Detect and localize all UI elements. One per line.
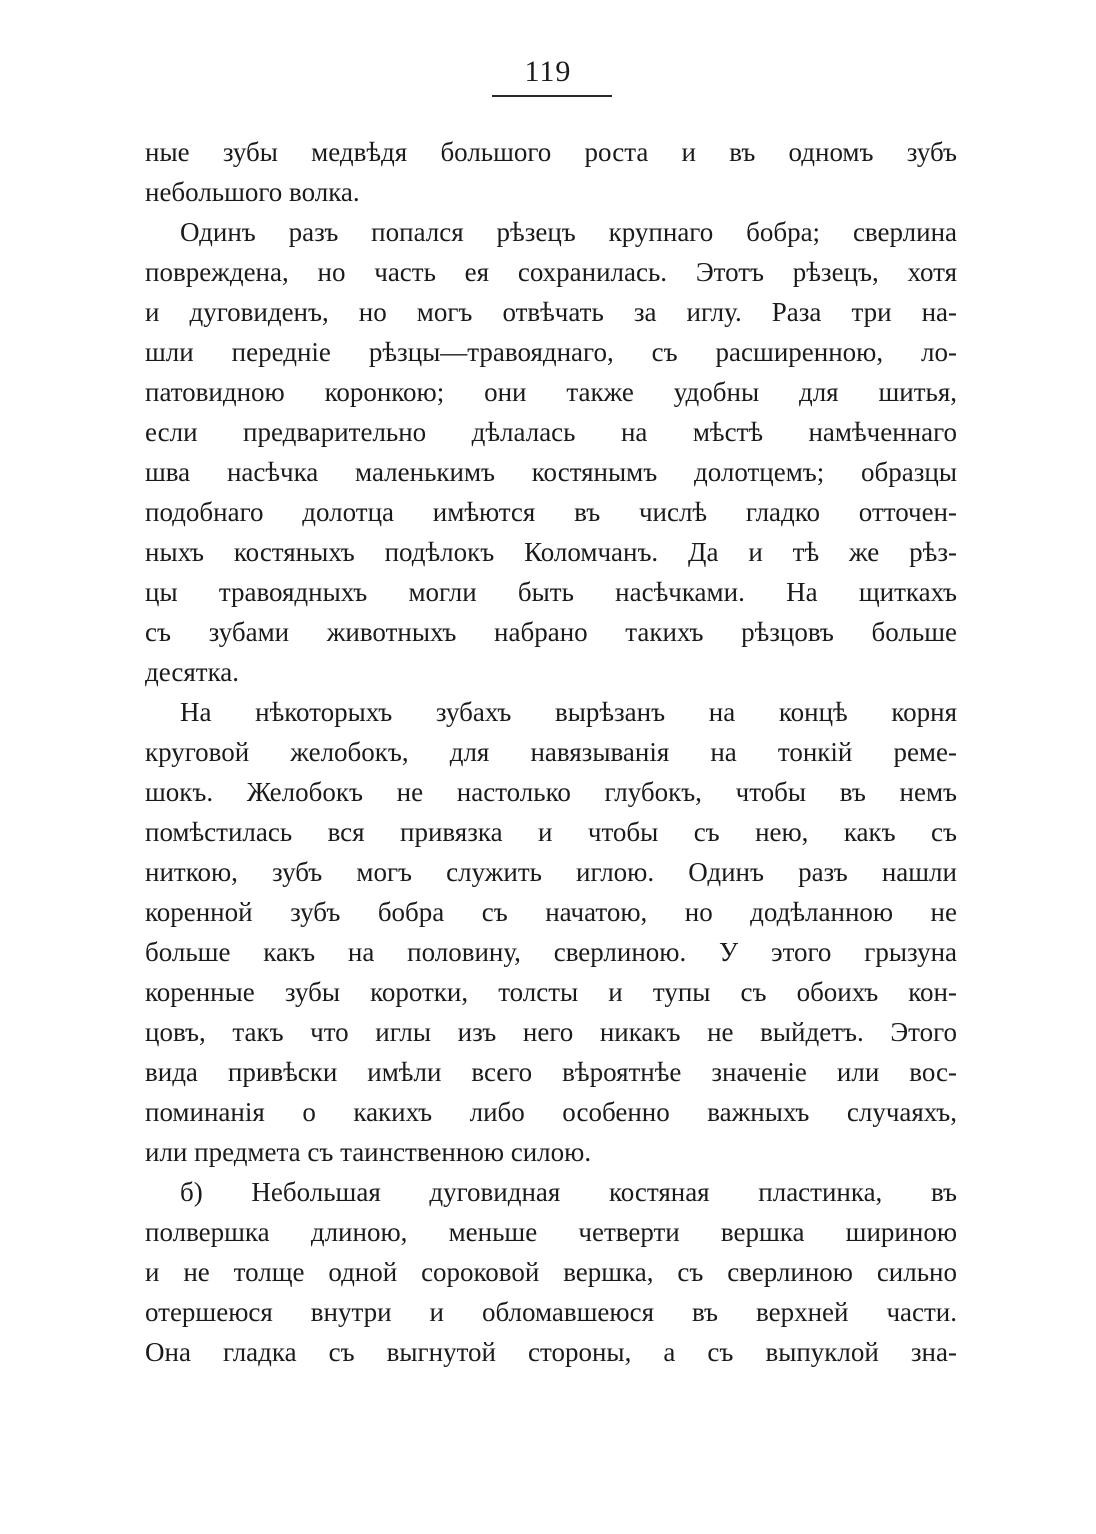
text-line: Она гладка съ выгнутой стороны, а съ выпуклой зна- <box>145 1337 957 1367</box>
text-line: или предмета съ таинственною силою. <box>145 1137 592 1167</box>
text-line: съ зубами животныхъ набрано такихъ рѣзцовъ больше <box>145 617 957 647</box>
text-line: и не толще одной сороковой вершка, съ сверлиною сильно <box>145 1257 957 1287</box>
text-line: и дуговиденъ, но могъ отвѣчать за иглу. Раза три на- <box>145 297 957 327</box>
paragraph-3 <box>145 692 957 1172</box>
text-line: шва насѣчка маленькимъ костянымъ долотцемъ; образцы <box>145 457 957 487</box>
text-line: ные зубы медвѣдя большого роста и въ одномъ зубъ <box>145 137 957 167</box>
text-line: если предварительно дѣлалась на мѣстѣ намѣченнаго <box>145 417 957 447</box>
text-line: повреждена, но часть ея сохранилась. Этотъ рѣзецъ, хотя <box>145 257 957 287</box>
text-line: десятка. <box>145 657 240 687</box>
text-line: патовидною коронкою; они также удобны для шитья, <box>145 377 957 407</box>
text-line: помѣстилась вся привязка и чтобы съ нею, какъ съ <box>145 817 957 847</box>
text-line: вида привѣски имѣли всего вѣроятнѣе значеніе или вос- <box>145 1057 957 1087</box>
paragraph-1 <box>145 132 957 212</box>
text-line: цы травоядныхъ могли быть насѣчками. На щиткахъ <box>145 577 957 607</box>
text-line: б) Небольшая дуговидная костяная пластинка, въ <box>180 1177 957 1207</box>
text-line: полвершка длиною, меньше четверти вершка шириною <box>145 1217 957 1247</box>
text-line: отершеюся внутри и обломавшеюся въ верхней части. <box>145 1297 957 1327</box>
text-line: коренные зубы коротки, толсты и тупы съ обоихъ кон- <box>145 977 957 1007</box>
text-line: коренной зубъ бобра съ начатою, но додѣланною не <box>145 897 957 927</box>
text-line: цовъ, такъ что иглы изъ него никакъ не выйдетъ. Этого <box>145 1017 957 1047</box>
text-line: больше какъ на половину, сверлиною. У этого грызуна <box>145 937 957 967</box>
text-line: поминанія о какихъ либо особенно важныхъ случаяхъ, <box>145 1097 957 1127</box>
page-number: 119 <box>524 55 572 88</box>
text-line: небольшого волка. <box>145 177 360 207</box>
text-line: подобнаго долотца имѣются въ числѣ гладко отточен- <box>145 497 957 527</box>
text-line: шокъ. Желобокъ не настолько глубокъ, чтобы въ немъ <box>145 777 957 807</box>
paragraph-2 <box>145 212 957 692</box>
body-text <box>145 132 957 1372</box>
text-line: Одинъ разъ попался рѣзецъ крупнаго бобра; сверлина <box>180 217 957 247</box>
paragraph-4 <box>145 1172 957 1372</box>
text-line: ниткою, зубъ могъ служить иглою. Одинъ разъ нашли <box>145 857 957 887</box>
text-line: круговой желобокъ, для навязыванія на тонкій реме- <box>145 737 957 767</box>
text-line: На нѣкоторыхъ зубахъ вырѣзанъ на концѣ корня <box>180 697 957 727</box>
text-line: ныхъ костяныхъ подѣлокъ Коломчанъ. Да и тѣ же рѣз- <box>145 537 957 567</box>
text-line: шли передніе рѣзцы—травояднаго, съ расширенною, ло- <box>145 337 957 367</box>
page-number-rule <box>492 95 612 97</box>
